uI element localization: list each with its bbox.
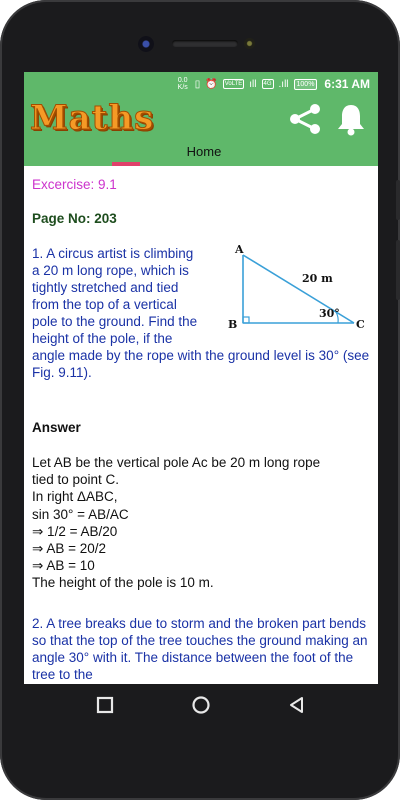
status-bar [24, 72, 378, 96]
battery-indicator: 100% [294, 79, 318, 90]
question-1-text: 1. A circus artist is climbing a 20 m long rope, which is tightly stretched and tied from the top of a vertical pole to the ground. Find the height of the pole, if the angle made by the rope with the ground level is 30° (see Fig. 9.11). [32, 246, 370, 380]
network-speed [176, 77, 190, 91]
answer-line: tied to point C. [32, 472, 120, 488]
answer-line: ⇒ AB = 10 [32, 558, 95, 574]
page-number: Page No: 203 [32, 211, 117, 226]
proximity-sensor [244, 38, 255, 49]
rope-length-label: 20 m [302, 272, 333, 285]
vibrate-icon: ▯ [194, 78, 201, 90]
earpiece-speaker [172, 40, 238, 47]
answer-line: ⇒ AB = 20/2 [32, 541, 106, 557]
volume-button [396, 180, 400, 220]
volte-badge: VoLTE [224, 81, 243, 87]
app-bar [24, 96, 378, 166]
answer-line: Let AB be the vertical pole Ac be 20 m long rope [32, 455, 321, 470]
answer-line: The height of the pole is 10 m. [32, 575, 214, 591]
answer-body [32, 454, 372, 592]
signal-2-icon: .ıll [278, 78, 289, 90]
question-1 [32, 245, 372, 381]
top-bezel [0, 0, 400, 72]
navigation-bar [24, 684, 378, 728]
screen [24, 72, 378, 684]
share-icon[interactable] [288, 102, 322, 136]
answer-line: sin 30° = AB/AC [32, 506, 129, 522]
vertex-b-label: B [228, 318, 238, 331]
power-button [396, 240, 400, 300]
lte-badge: 4G [263, 81, 272, 87]
speed-unit: K/s [177, 84, 188, 91]
bell-icon[interactable] [336, 102, 366, 136]
answer-line: ⇒ 1/2 = AB/20 [32, 523, 118, 539]
tab-home[interactable]: Home [186, 144, 222, 159]
front-camera [138, 36, 154, 52]
vertex-a-label: A [235, 243, 244, 256]
signal-icon: ıll [249, 78, 257, 90]
angle-label: 30° [319, 307, 340, 320]
exercise-heading: Excercise: 9.1 [32, 177, 117, 192]
answer-line: In right ΔABC, [32, 489, 118, 505]
answer-heading: Answer [32, 420, 81, 435]
alarm-icon: ⏰ [205, 78, 218, 90]
back-icon[interactable] [286, 694, 308, 716]
triangle-figure [210, 245, 370, 331]
tab-indicator [112, 162, 140, 166]
home-icon[interactable] [190, 694, 212, 716]
status-time: 6:31 AM [324, 77, 370, 91]
question-2: 2. A tree breaks due to storm and the broken part bends so that the top of the tree touches the ground making an angle 30° with it. The distance between the foot of the tree to the [32, 616, 368, 682]
vertex-c-label: C [356, 318, 365, 331]
recent-apps-icon[interactable] [94, 694, 116, 716]
speed-value: 0.0 [177, 77, 188, 84]
app-logo: Maths [30, 98, 155, 138]
